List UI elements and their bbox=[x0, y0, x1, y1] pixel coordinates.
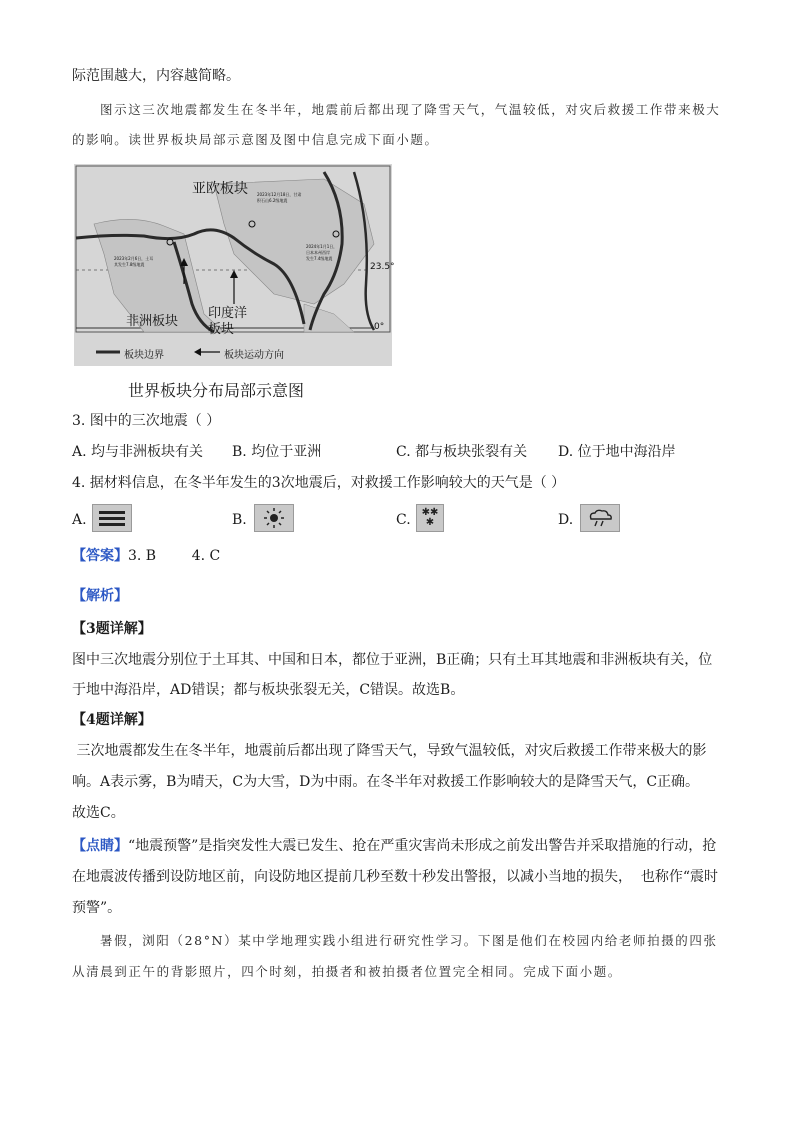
q4-stem: 4. 据材料信息，在冬半年发生的3次地震后，对救援工作影响较大的天气是（ ） bbox=[72, 475, 566, 491]
q4-detail-tag: 【4题详解】 bbox=[72, 712, 152, 728]
note-japan-3: 发生7.4级地震 bbox=[306, 256, 333, 261]
q3-detail-tag: 【3题详解】 bbox=[72, 621, 152, 637]
q4-detail-line-3: 故选C。 bbox=[72, 805, 125, 821]
note-china-1: 2023年12月18日，甘肃 bbox=[257, 192, 302, 197]
material-line-2: 的影响。读世界板块局部示意图及图中信息完成下面小题。 bbox=[72, 132, 439, 147]
plate-map-figure bbox=[74, 164, 395, 366]
fog-icon bbox=[92, 504, 132, 532]
answer-row bbox=[72, 546, 220, 566]
note-turkey-2: 其发生7.8级地震 bbox=[114, 262, 145, 267]
q4-option-d: D. bbox=[558, 512, 574, 528]
tip-tag: 【点睛】 bbox=[72, 838, 128, 854]
label-indian-plate-1: 印度洋 bbox=[208, 306, 248, 321]
q3-detail-line-1: 图中三次地震分别位于土耳其、中国和日本，都位于亚洲，B正确；只有土耳其地震和非洲板块有关，位 bbox=[72, 652, 713, 668]
tip-line-1: “地震预警”是指突发性大震已发生、抢在严重灾害尚未形成之前发出警告并采取措施的行动，抢 bbox=[128, 838, 717, 854]
tip-line-2: 在地震波传播到设防地区前，向设防地区提前几秒至数十秒发出警报，以减小当地的损失， 也称作“震时 bbox=[72, 869, 719, 885]
answer-text: 3. B 4. C bbox=[128, 548, 221, 564]
q3-option-a: A. 均与非洲板块有关 bbox=[72, 444, 204, 460]
analysis-tag: 【解析】 bbox=[72, 588, 128, 604]
q3-stem: 3. 图中的三次地震（ ） bbox=[72, 413, 221, 429]
sunny-icon bbox=[254, 504, 294, 532]
q4-option-a: A. bbox=[72, 512, 87, 528]
label-african-plate: 非洲板块 bbox=[126, 314, 179, 329]
q4-detail-line-1: 三次地震都发生在冬半年，地震前后都出现了降雪天气，导致气温较低，对灾后救援工作带来极大的影 bbox=[72, 743, 707, 759]
tip-row-1 bbox=[72, 836, 716, 856]
q3-option-b: B. 均位于亚洲 bbox=[232, 444, 322, 460]
q3-option-d: D. 位于地中海沿岸 bbox=[558, 444, 676, 460]
map-caption: 世界板块分布局部示意图 bbox=[128, 381, 305, 400]
label-latitude-23-5: 23.5° bbox=[370, 262, 395, 272]
tip-line-3: 预警”。 bbox=[72, 900, 122, 916]
answer-tag: 【答案】 bbox=[72, 548, 128, 564]
label-indian-plate-2: 板块 bbox=[208, 322, 235, 337]
q4-option-c: C. bbox=[396, 512, 411, 528]
q4-detail-line-2: 响。A表示雾，B为晴天，C为大雪，D为中雨。在冬半年对救援工作影响较大的是降雪天气，C正确。 bbox=[72, 774, 700, 790]
note-japan-1: 2024年1月1日， bbox=[306, 244, 338, 249]
label-latitude-0: 0° bbox=[374, 322, 385, 332]
next-material-line-2: 从清晨到正午的背影照片，四个时刻，拍摄者和被拍摄者位置完全相同。完成下面小题。 bbox=[72, 964, 622, 979]
heavy-snow-icon: ✱✱ ✱ bbox=[416, 504, 444, 532]
material-line-1: 图示这三次地震都发生在冬半年，地震前后都出现了降雪天气，气温较低，对灾后救援工作带来极大 bbox=[100, 102, 721, 117]
note-japan-2: 日本本州西岸 bbox=[306, 250, 330, 255]
next-material-line-1: 暑假，浏阳（28°N）某中学地理实践小组进行研究性学习。下图是他们在校园内给老师拍摄的四张 bbox=[100, 933, 718, 948]
q3-option-c: C. 都与板块张裂有关 bbox=[396, 444, 528, 460]
legend-motion: 板块运动方向 bbox=[224, 350, 284, 361]
q4-option-b: B. bbox=[232, 512, 247, 528]
moderate-rain-icon bbox=[580, 504, 620, 532]
note-turkey-1: 2023年2月6日，土耳 bbox=[114, 256, 154, 261]
q3-detail-line-2: 于地中海沿岸，AD错误；都与板块张裂无关，C错误。故选B。 bbox=[72, 682, 465, 698]
intro-fragment: 际范围越大，内容越简略。 bbox=[72, 68, 240, 84]
legend-boundary: 板块边界 bbox=[124, 350, 164, 361]
note-china-2: 积石山6.2级地震 bbox=[257, 198, 288, 203]
label-eurasian-plate: 亚欧板块 bbox=[192, 181, 248, 197]
